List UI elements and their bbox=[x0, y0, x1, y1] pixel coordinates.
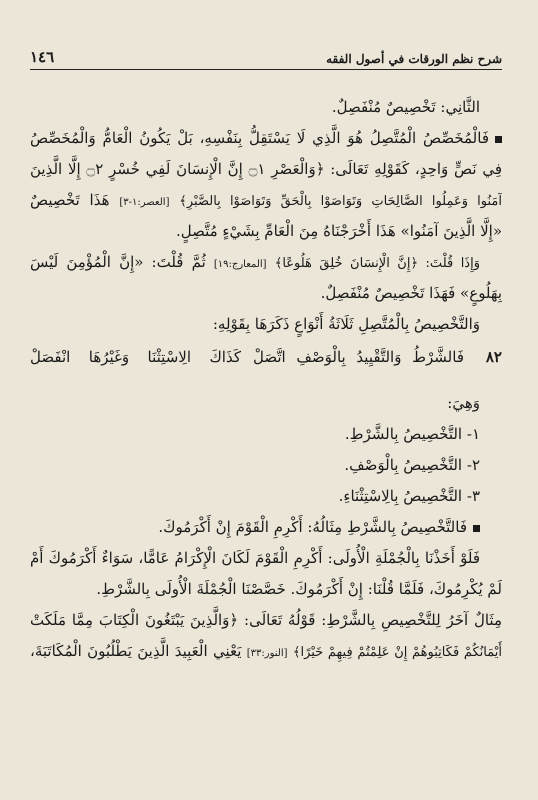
verse-reference: [النور:٣٣] bbox=[246, 648, 288, 659]
line-text: بِهَلُوعٍ» فَهَذَا تَخْصِيصٌ مُنْفَصِلٌ. bbox=[320, 284, 502, 302]
verse-number: ٨٢ bbox=[485, 347, 502, 366]
verse-reference: [العصر:١-٣] bbox=[119, 197, 170, 208]
text-line bbox=[30, 512, 502, 543]
line-text: يَعْنِي الْعَبِيدَ الَّذِينَ يَطْلُبُونَ الْمُكَاتَبَةَ، bbox=[30, 642, 242, 660]
line-text: فَالْمُخَصِّصُ الْمُتَّصِلُ هُوَ الَّذِي لَا يَسْتَقِلُّ بِنَفْسِهِ، بَلْ يَكُونُ الْعَامُّ وَالْمُخَصِّصُ bbox=[30, 129, 489, 147]
text-line bbox=[30, 278, 502, 309]
page-number: ١٤٦ bbox=[30, 48, 55, 66]
line-text: وَالتَّخْصِيصُ بِالْمُتَّصِلِ ثَلَاثَةُ أَنْوَاعٍ ذَكَرَهَا بِقَوْلِهِ: bbox=[212, 315, 480, 333]
page-header bbox=[30, 44, 502, 70]
line-text: ثُمَّ قُلْتَ: «إِنَّ الْمُؤْمِنَ لَيْسَ bbox=[30, 253, 206, 271]
line-text: «إِلَّا الَّذِينَ آمَنُوا» هَذَا أَخْرَجْنَاهُ مِنَ الْعَامِّ بِشَيْءٍ مُتَّصِلٍ. bbox=[175, 222, 502, 240]
verse-first-hemistich: فَالشَّرْطُ وَالتَّقْيِيدُ بِالْوَصْفِ اتَّصَلْ bbox=[253, 347, 464, 366]
square-bullet-icon bbox=[473, 525, 480, 532]
spacer bbox=[30, 374, 502, 388]
square-bullet-icon bbox=[495, 136, 502, 143]
text-line bbox=[30, 388, 502, 419]
poem-verse bbox=[30, 340, 502, 374]
line-text: ١- التَّخْصِيصُ بِالشَّرْطِ. bbox=[344, 425, 480, 443]
text-line bbox=[30, 636, 502, 667]
list-item bbox=[30, 450, 502, 481]
text-line bbox=[30, 574, 502, 605]
page-body bbox=[30, 92, 502, 667]
line-text: الثَّانِي: تَخْصِيصٌ مُنْفَصِلٌ. bbox=[331, 98, 480, 116]
line-text: ٣- التَّخْصِيصُ بِالِاسْتِثْنَاءِ. bbox=[338, 487, 480, 505]
text-line bbox=[30, 216, 502, 247]
text-line bbox=[30, 185, 502, 216]
verse-reference: [المعارج:١٩] bbox=[213, 259, 267, 270]
running-title: شرح نظم الورقات في أصول الفقه bbox=[326, 52, 502, 66]
text-line bbox=[30, 247, 502, 278]
list-item bbox=[30, 481, 502, 512]
line-text: وَهِيَ: bbox=[447, 394, 480, 412]
quran-quote: أَيْمَانُكُمْ فَكَاتِبُوهُمْ إِنْ عَلِمْتُمْ فِيهِمْ خَيْرًا﴾ bbox=[292, 645, 502, 660]
line-text: فَالتَّخْصِيصُ بِالشَّرْطِ مِثَالُهُ: أَكْرِمِ الْقَوْمَ إِنْ أَكْرَمُوكَ. bbox=[158, 518, 467, 536]
line-text: فِي نَصٍّ وَاحِدٍ، كَقَوْلِهِ تَعَالَى: ﴿وَالْعَصْرِ ۝١ إِنَّ الْإِنسَانَ لَفِي خُسْرٍ ۝٢ إِلَّا الَّذِينَ bbox=[30, 160, 502, 178]
line-text: ٢- التَّخْصِيصُ بِالْوَصْفِ. bbox=[344, 456, 480, 474]
list-item bbox=[30, 419, 502, 450]
text-line bbox=[30, 605, 502, 636]
line-text: لَمْ يُكْرِمُوكَ، فَلَمَّا قُلْنَا: إِنْ أَكْرَمُوكَ. خَصَّصْنَا الْجُمْلَةَ الْأُولَى بِالشَّرْطِ. bbox=[96, 580, 502, 598]
line-text: مِثَالٌ آخَرُ لِلتَّخْصِيصِ بِالشَّرْطِ: قَوْلُهُ تَعَالَى: ﴿وَالَّذِينَ يَبْتَغُونَ الْكِتَابَ مِمَّا مَلَكَتْ bbox=[30, 611, 502, 629]
text-line bbox=[30, 92, 502, 123]
line-text: فَلَوْ أَخَذْنَا بِالْجُمْلَةِ الْأُولَى: أَكْرِمِ الْقَوْمَ لَكَانَ الْإِكْرَامُ عَامًّا، سَوَاءٌ أَكْرَمُوكَ أَمْ bbox=[30, 549, 480, 567]
verse-second-hemistich: كَذَاكَ الِاسْتِثْنَا وَغَيْرُهَا انْفَصَلْ bbox=[30, 347, 241, 366]
text-line bbox=[30, 154, 502, 185]
quran-quote: وَإِذَا قُلْتَ: ﴿إِنَّ الْإِنسَانَ خُلِقَ هَلُوعًا﴾ bbox=[274, 256, 480, 271]
text-line bbox=[30, 543, 502, 574]
text-line bbox=[30, 309, 502, 340]
quran-quote: آمَنُوا وَعَمِلُوا الصَّالِحَاتِ وَتَوَاصَوْا بِالْحَقِّ وَتَوَاصَوْا بِالصَّبْرِ﴾ bbox=[179, 194, 502, 209]
text-line bbox=[30, 123, 502, 154]
line-text: هَذَا تَخْصِيصٌ bbox=[30, 191, 110, 209]
